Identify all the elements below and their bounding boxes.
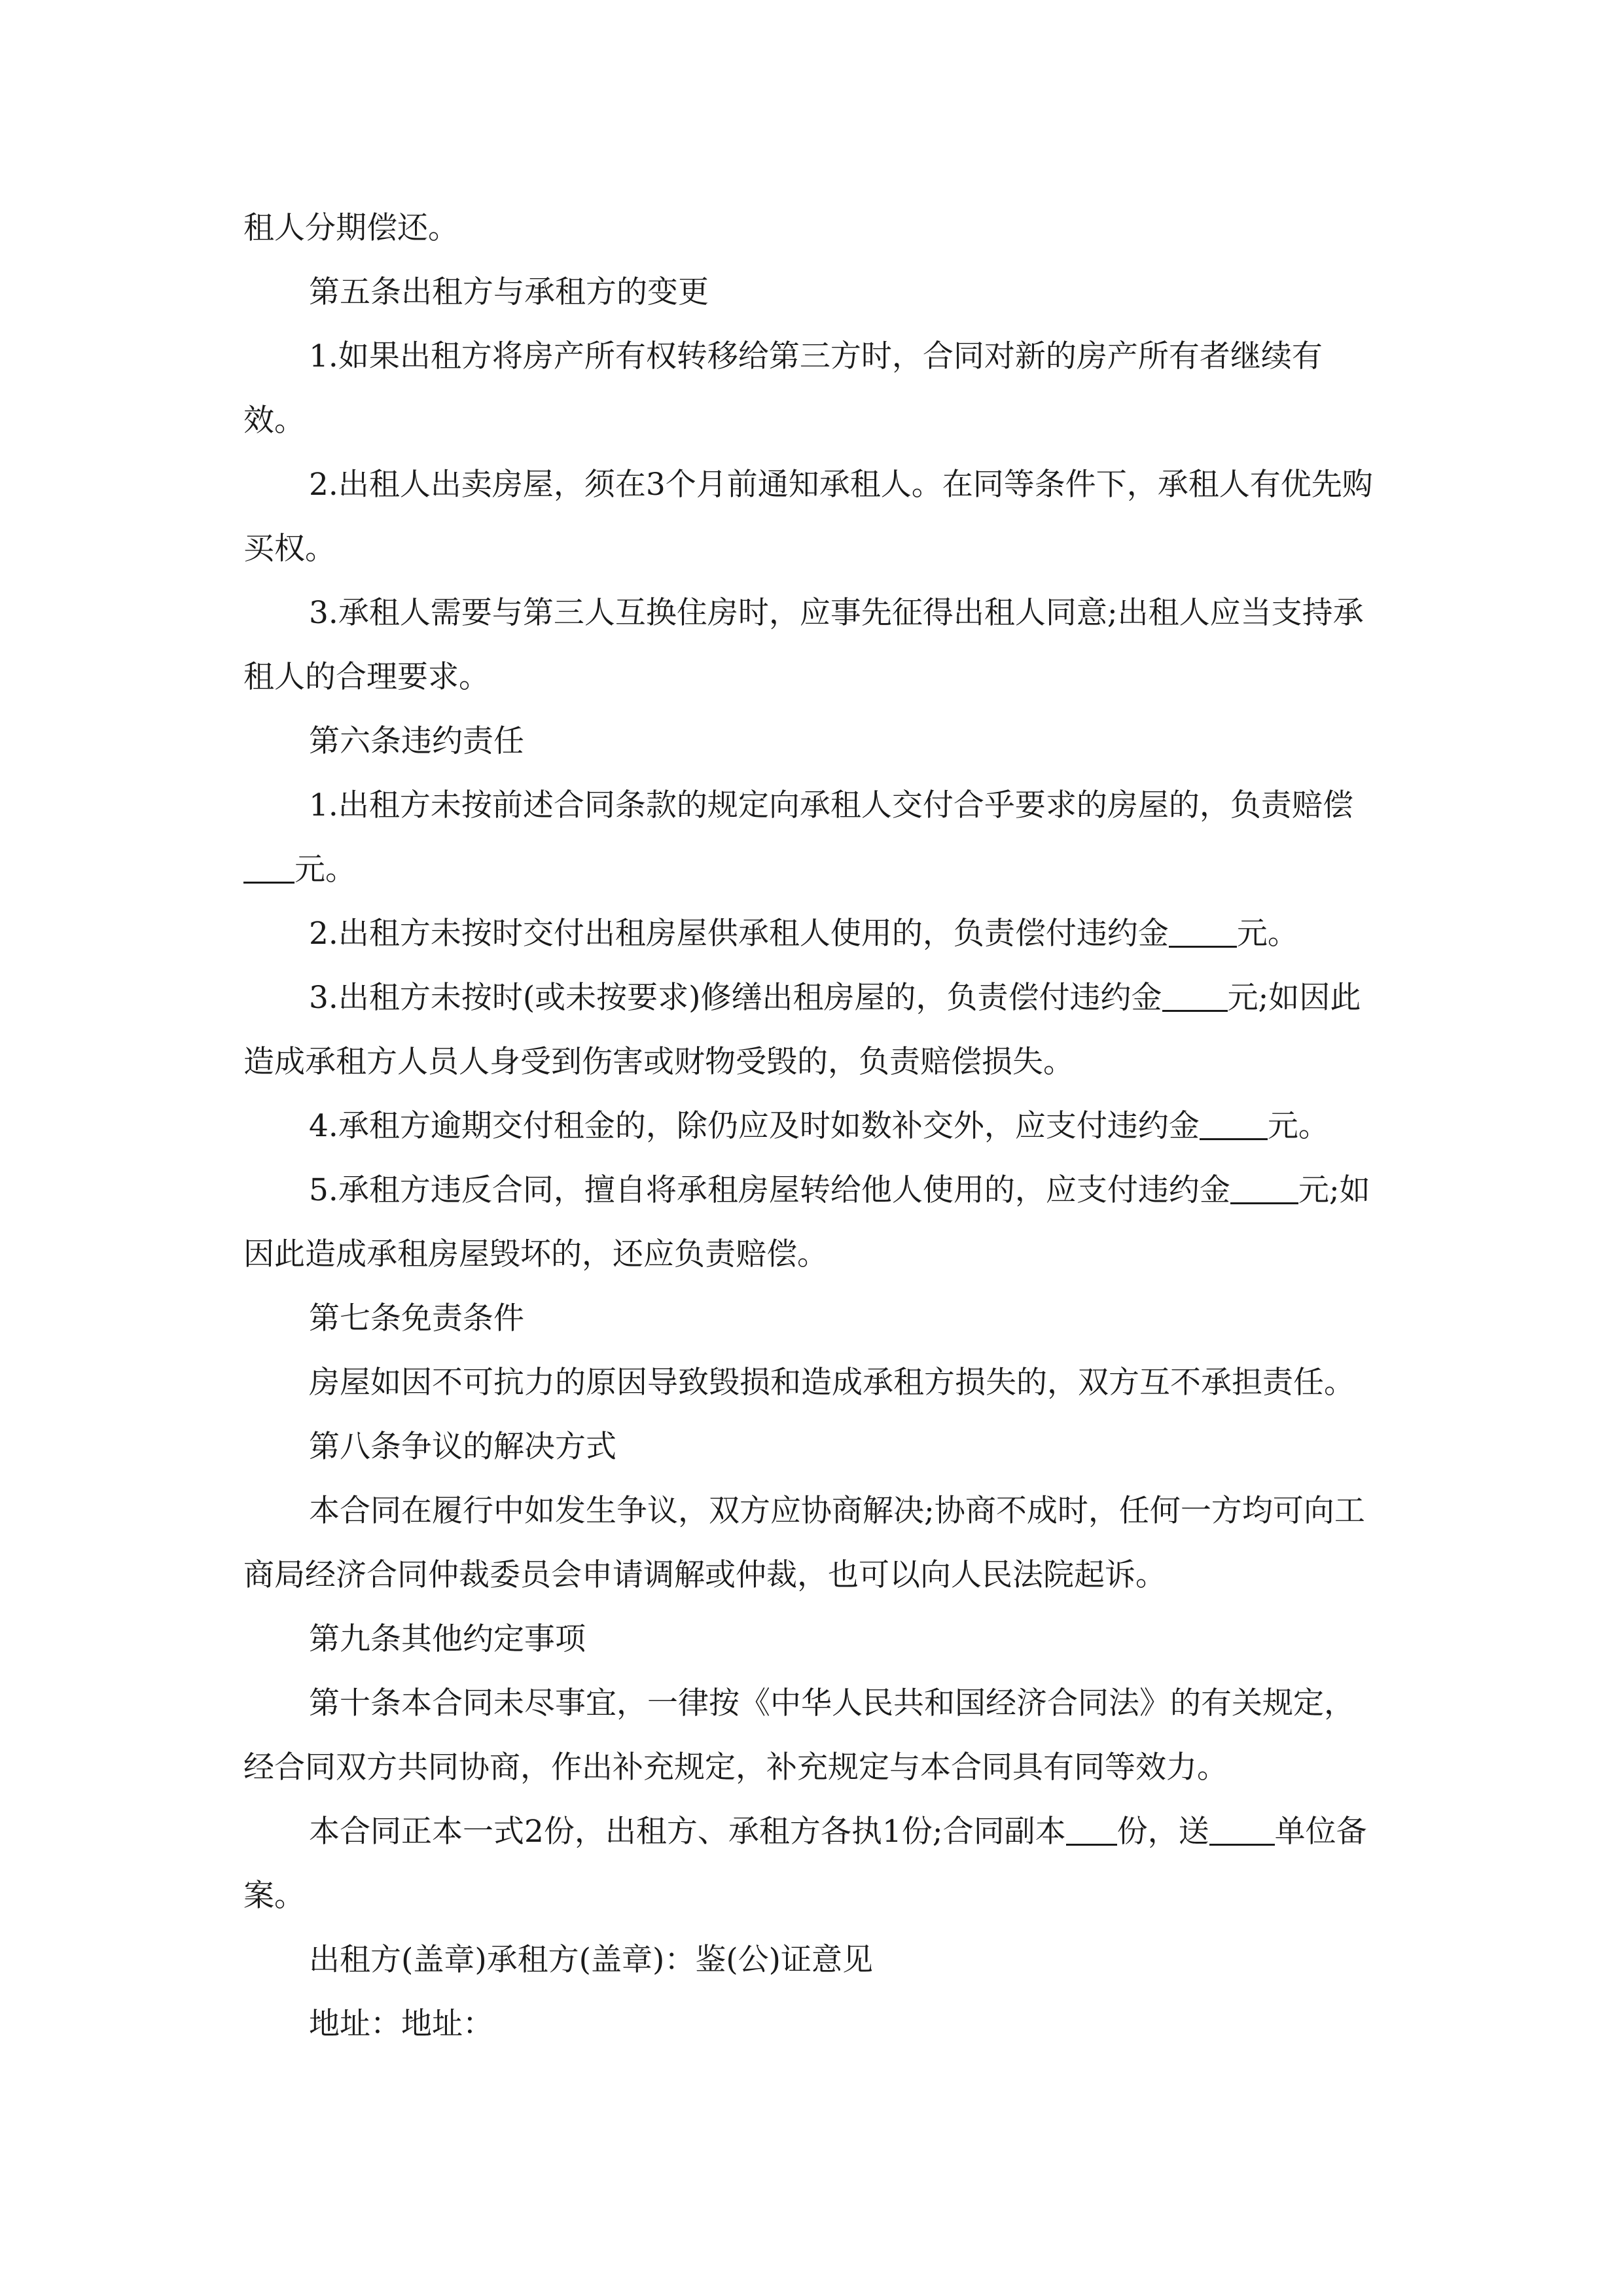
text: 房屋如因不可抗力的原因导致毁损和造成承租方损失的，双方互不承担责任。 — [309, 1365, 1355, 1401]
article-5-clause-1 — [243, 325, 1382, 453]
article-10-body — [243, 1672, 1382, 1800]
text: 第七条免责条件 — [309, 1300, 524, 1336]
text: 出租方(盖章)承租方(盖章)：鉴(公)证意见 — [309, 1942, 874, 1978]
article-7-body — [243, 1351, 1382, 1415]
article-5-clause-2 — [243, 453, 1382, 581]
article-6-clause-4 — [243, 1094, 1382, 1158]
text: 2.出租人出卖房屋，须在3个月前通知承租人。在同等条件下，承租人有优先购买权。 — [243, 467, 1373, 567]
text: 第八条争议的解决方式 — [309, 1429, 616, 1465]
fill-in-blank — [1169, 920, 1237, 948]
text: 本合同在履行中如发生争议，双方应协商解决;协商不成时，任何一方均可向工商局经济合同仲裁委员会申请调解或仲裁，也可以向人民法院起诉。 — [243, 1493, 1365, 1593]
article-6-clause-5 — [243, 1158, 1382, 1287]
text: 份，送 — [1116, 1814, 1209, 1850]
text: 4.承租方逾期交付租金的，除仍应及时如数补交外，应支付违约金 — [309, 1108, 1200, 1144]
text: 元。 — [1236, 916, 1298, 952]
text: 元。 — [1267, 1108, 1329, 1144]
article-6-clause-1 — [243, 774, 1382, 902]
copies-clause — [243, 1800, 1382, 1928]
fill-in-blank — [1200, 1112, 1268, 1140]
fill-in-blank — [1230, 1176, 1298, 1204]
article-6-clause-2 — [243, 902, 1382, 966]
article-6-clause-3 — [243, 966, 1382, 1094]
text: 第十条本合同未尽事宜，一律按《中华人民共和国经济合同法》的有关规定，经合同双方共同协商，作出补充规定，补充规定与本合同具有同等效力。 — [243, 1685, 1355, 1785]
signature-line — [243, 1928, 1382, 1992]
text: 本合同正本一式2份，出租方、承租方各执1份;合同副本 — [309, 1814, 1066, 1850]
text: 元。 — [294, 852, 356, 888]
text: 第六条违约责任 — [309, 723, 524, 759]
article-9-heading — [243, 1607, 1382, 1672]
fill-in-blank — [1162, 984, 1228, 1012]
article-7-heading — [243, 1287, 1382, 1351]
text: 元;如因此造成承租方人员人身受到伤害或财物受毁的，负责赔偿损失。 — [243, 980, 1361, 1080]
text: 第九条其他约定事项 — [309, 1621, 586, 1657]
text: 租人分期偿还。 — [243, 210, 459, 246]
paragraph-continuation — [243, 196, 1382, 260]
text: 3.承租人需要与第三人互换住房时，应事先征得出租人同意;出租人应当支持承租人的合理要求。 — [243, 595, 1364, 695]
text: 元;如因此造成承租房屋毁坏的，还应负责赔偿。 — [243, 1172, 1370, 1272]
article-5-clause-3 — [243, 581, 1382, 709]
text: 1.如果出租方将房产所有权转移给第三方时，合同对新的房产所有者继续有效。 — [243, 338, 1323, 439]
article-8-body — [243, 1479, 1382, 1607]
text: 3.出租方未按时(或未按要求)修缮出租房屋的，负责偿付违约金 — [309, 980, 1162, 1016]
text: 5.承租方违反合同，擅自将承租房屋转给他人使用的，应支付违约金 — [309, 1172, 1230, 1208]
text: 1.出租方未按前述合同条款的规定向承租人交付合乎要求的房屋的，负责赔偿 — [309, 787, 1353, 823]
article-6-heading — [243, 709, 1382, 774]
fill-in-blank — [1066, 1818, 1117, 1846]
document-body — [243, 196, 1382, 2056]
article-8-heading — [243, 1415, 1382, 1479]
text: 单位备案。 — [243, 1814, 1367, 1914]
fill-in-blank — [243, 855, 294, 884]
address-line — [243, 1992, 1382, 2056]
fill-in-blank — [1209, 1818, 1275, 1846]
text: 地址：地址： — [309, 2006, 493, 2042]
text: 2.出租方未按时交付出租房屋供承租人使用的，负责偿付违约金 — [309, 916, 1169, 952]
article-5-heading — [243, 260, 1382, 325]
text: 第五条出租方与承租方的变更 — [309, 274, 709, 310]
